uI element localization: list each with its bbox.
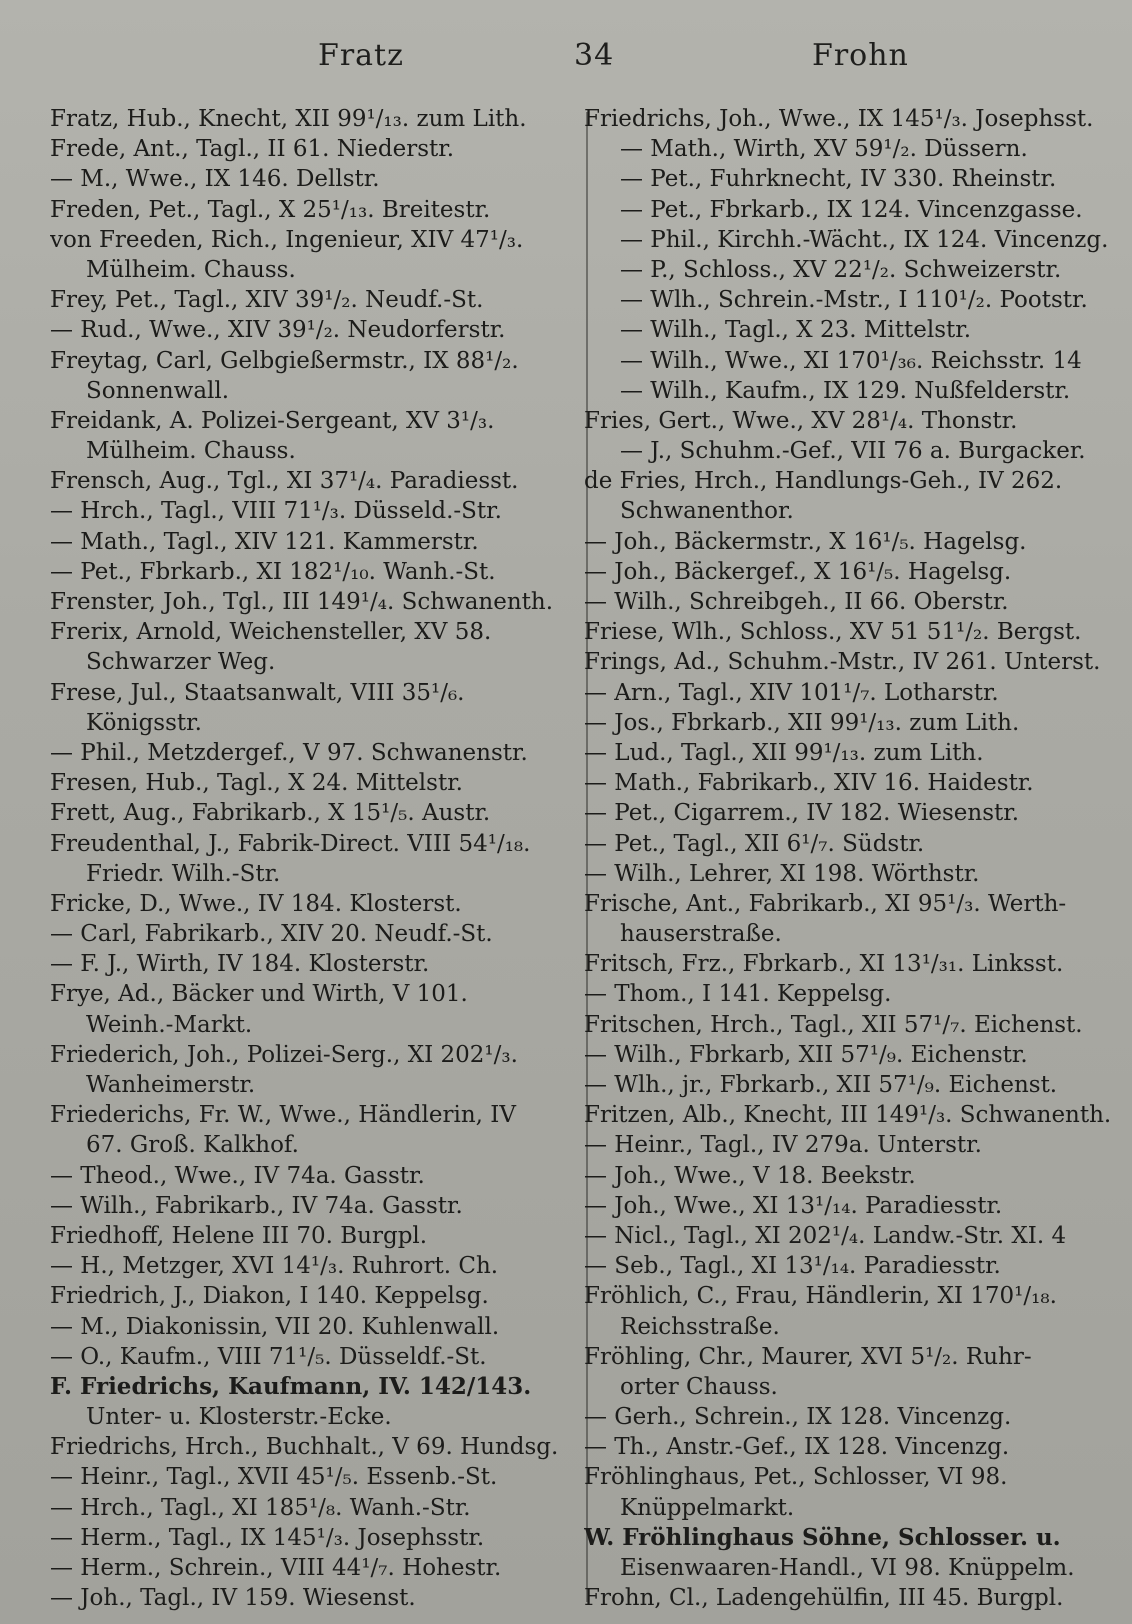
directory-entry-line: Frings, Ad., Schuhm.-Mstr., IV 261. Unterst. (584, 649, 1101, 676)
directory-entry-line: Fratz, Hub., Knecht, XII 99¹/₁₃. zum Lith. (50, 106, 527, 132)
directory-entry-line: Fricke, D., Wwe., IV 184. Klosterst. (50, 890, 462, 917)
directory-entry-line: — Wilh., Fabrikarb., IV 74a. Gasstr. (50, 1192, 463, 1219)
header-right-keyword: Frohn (812, 38, 909, 73)
directory-entry-line: de Fries, Hrch., Handlungs-Geh., IV 262. (584, 468, 1063, 495)
directory-entry-line: Schwanenthor. (620, 498, 794, 525)
page-header (0, 38, 1132, 88)
directory-entry-line: 67. Groß. Kalkhof. (86, 1132, 299, 1159)
directory-entry-line: von Freeden, Rich., Ingenieur, XIV 47¹/₃. (50, 226, 524, 253)
directory-entry-line: — M., Wwe., IX 146. Dellstr. (50, 166, 380, 193)
directory-entry-line: Mülheim. Chauss. (86, 438, 296, 465)
directory-entry-line: — J., Schuhm.-Gef., VII 76 a. Burgacker. (620, 438, 1086, 465)
directory-entry-line: — Nicl., Tagl., XI 202¹/₄. Landw.-Str. XI. 4 (584, 1222, 1067, 1249)
right-column (584, 104, 1124, 1613)
directory-entry-line: — Wilh., Tagl., X 23. Mittelstr. (620, 317, 972, 344)
directory-entry-line: — Wilh., Lehrer, XI 198. Wörthstr. (584, 860, 980, 887)
directory-entry-line: — Joh., Wwe., V 18. Beekstr. (584, 1162, 916, 1189)
directory-entry-line: — Hrch., Tagl., XI 185¹/₈. Wanh.-Str. (50, 1494, 471, 1521)
directory-entry-line: Fröhlich, C., Frau, Händlerin, XI 170¹/₁₈. (584, 1283, 1057, 1310)
page-number: 34 (574, 38, 615, 73)
directory-entry-line: Freidank, A. Polizei-Sergeant, XV 3¹/₃. (50, 407, 495, 434)
directory-entry-line: — F. J., Wirth, IV 184. Klosterstr. (50, 951, 430, 978)
directory-entry-line: Frenster, Joh., Tgl., III 149¹/₄. Schwanenth. (50, 589, 554, 615)
directory-entry-line: — Wilh., Kaufm., IX 129. Nußfelderstr. (620, 377, 1071, 404)
directory-entry-line: Fritschen, Hrch., Tagl., XII 57¹/₇. Eichenst. (584, 1011, 1083, 1038)
directory-entry-line: — Lud., Tagl., XII 99¹/₁₃. zum Lith. (584, 739, 984, 766)
directory-entry-line: — Herm., Tagl., IX 145¹/₃. Josephsstr. (50, 1524, 485, 1551)
directory-entry-line: hauserstraße. (620, 921, 782, 948)
directory-entry-line: — Joh., Bäckergef., X 16¹/₅. Hagelsg. (584, 558, 1012, 585)
directory-entry-line: — P., Schloss., XV 22¹/₂. Schweizerstr. (620, 256, 1062, 283)
directory-entry-line: — Wilh., Schreibgeh., II 66. Oberstr. (584, 589, 1009, 615)
directory-entry-line: Fresen, Hub., Tagl., X 24. Mittelstr. (50, 770, 463, 797)
directory-entry-line: Friese, Wlh., Schloss., XV 51 51¹/₂. Bergst. (584, 619, 1082, 646)
directory-entry-line: orter Chauss. (620, 1373, 778, 1400)
directory-entry-line: — Pet., Tagl., XII 6¹/₇. Südstr. (584, 830, 925, 857)
directory-entry-line: Frett, Aug., Fabrikarb., X 15¹/₅. Austr. (50, 800, 491, 827)
left-column (50, 104, 585, 1613)
directory-entry-line: — O., Kaufm., VIII 71¹/₅. Düsseldf.-St. (50, 1343, 487, 1370)
directory-entry-line: — Seb., Tagl., XI 13¹/₁₄. Paradiesstr. (584, 1253, 1001, 1280)
directory-entry-line: Friederichs, Fr. W., Wwe., Händlerin, IV (50, 1102, 516, 1129)
directory-entry-line: — Herm., Schrein., VIII 44¹/₇. Hohestr. (50, 1555, 502, 1581)
directory-entry-line: Fritsch, Frz., Fbrkarb., XI 13¹/₃₁. Linksst. (584, 951, 1064, 978)
directory-entry-line: Friedrichs, Hrch., Buchhalt., V 69. Hundsg. (50, 1434, 559, 1461)
directory-entry-line: — Heinr., Tagl., IV 279a. Unterstr. (584, 1132, 982, 1159)
directory-entry-line: — M., Diakonissin, VII 20. Kuhlenwall. (50, 1313, 500, 1340)
directory-entry-line: W. Fröhlinghaus Söhne, Schlosser. u. (584, 1523, 1061, 1551)
directory-entry-line: — Carl, Fabrikarb., XIV 20. Neudf.-St. (50, 921, 493, 948)
directory-entry-line: — Math., Wirth, XV 59¹/₂. Düssern. (620, 136, 1028, 163)
directory-entry-line: Fröhlinghaus, Pet., Schlosser, VI 98. (584, 1464, 1008, 1491)
directory-entry-line: Fröhling, Chr., Maurer, XVI 5¹/₂. Ruhr- (584, 1343, 1032, 1370)
directory-entry-line: — Pet., Cigarrem., IV 182. Wiesenstr. (584, 800, 1020, 827)
directory-entry-line: Eisenwaaren-Handl., VI 98. Knüppelm. (620, 1555, 1075, 1581)
directory-entry-line: Friedrich, J., Diakon, I 140. Keppelsg. (50, 1283, 489, 1310)
directory-entry-line: — Phil., Metzdergef., V 97. Schwanenstr. (50, 739, 528, 766)
directory-entry-line: — Wilh., Fbrkarb, XII 57¹/₉. Eichenstr. (584, 1041, 1028, 1068)
directory-entry-line: Fritzen, Alb., Knecht, III 149¹/₃. Schwanenth. (584, 1102, 1112, 1129)
directory-entry-line: Reichsstraße. (620, 1313, 780, 1340)
directory-entry-line: — Pet., Fbrkarb., IX 124. Vincenzgasse. (620, 196, 1083, 223)
directory-entry-line: Frede, Ant., Tagl., II 61. Niederstr. (50, 136, 455, 163)
directory-entry-line: — Rud., Wwe., XIV 39¹/₂. Neudorferstr. (50, 317, 506, 344)
directory-entry-line: Unter- u. Klosterstr.-Ecke. (86, 1404, 392, 1431)
directory-entry-line: Frye, Ad., Bäcker und Wirth, V 101. (50, 981, 468, 1008)
directory-entry-line: — Wilh., Wwe., XI 170¹/₃₆. Reichsstr. 14 (620, 347, 1082, 374)
directory-entry-line: — Jos., Fbrkarb., XII 99¹/₁₃. zum Lith. (584, 709, 1020, 736)
directory-entry-line: Schwarzer Weg. (86, 649, 276, 676)
directory-entry-line: Frohn, Cl., Ladengehülfin, III 45. Burgpl. (584, 1585, 1064, 1612)
directory-entry-line: Königsstr. (86, 709, 202, 736)
directory-entry-line: — Pet., Fuhrknecht, IV 330. Rheinstr. (620, 166, 1057, 193)
directory-entry-line: Friedrichs, Joh., Wwe., IX 145¹/₃. Josephsst. (584, 106, 1094, 132)
directory-entry-line: — Wlh., jr., Fbrkarb., XII 57¹/₉. Eichenst. (584, 1072, 1058, 1098)
directory-entry-line: — Gerh., Schrein., IX 128. Vincenzg. (584, 1404, 1012, 1431)
directory-entry-line: — Theod., Wwe., IV 74a. Gasstr. (50, 1162, 425, 1189)
directory-entry-line: Friederich, Joh., Polizei-Serg., XI 202¹/₃. (50, 1041, 518, 1068)
directory-entry-line: F. Friedrichs, Kaufmann, IV. 142/143. (50, 1372, 532, 1400)
directory-entry-line: Weinh.-Markt. (86, 1011, 253, 1038)
directory-entry-line: — Math., Fabrikarb., XIV 16. Haidestr. (584, 770, 1034, 797)
directory-entry-line: — Math., Tagl., XIV 121. Kammerstr. (50, 528, 479, 555)
directory-entry-line: — Th., Anstr.-Gef., IX 128. Vincenzg. (584, 1434, 1010, 1461)
directory-entry-line: Knüppelmarkt. (620, 1494, 795, 1521)
directory-entry-line: — Thom., I 141. Keppelsg. (584, 981, 892, 1008)
header-left-keyword: Fratz (318, 38, 404, 73)
directory-entry-line: — H., Metzger, XVI 14¹/₃. Ruhrort. Ch. (50, 1253, 499, 1280)
directory-entry-line: — Joh., Tagl., IV 159. Wiesenst. (50, 1585, 416, 1612)
directory-entry-line: — Pet., Fbrkarb., XI 182¹/₁₀. Wanh.-St. (50, 558, 496, 585)
directory-entry-line: Freytag, Carl, Gelbgießermstr., IX 88¹/₂. (50, 347, 519, 374)
directory-entry-line: Frische, Ant., Fabrikarb., XI 95¹/₃. Werth- (584, 890, 1067, 917)
directory-entry-line: Friedr. Wilh.-Str. (86, 860, 281, 887)
directory-entry-line: — Wlh., Schrein.-Mstr., I 110¹/₂. Pootstr. (620, 287, 1088, 314)
directory-entry-line: Wanheimerstr. (86, 1072, 256, 1098)
directory-entry-line: Frese, Jul., Staatsanwalt, VIII 35¹/₆. (50, 679, 465, 706)
directory-entry-line: Fries, Gert., Wwe., XV 28¹/₄. Thonstr. (584, 407, 1018, 434)
directory-entry-line: — Joh., Bäckermstr., X 16¹/₅. Hagelsg. (584, 528, 1027, 555)
directory-entry-line: Freudenthal, J., Fabrik-Direct. VIII 54¹/₁₈. (50, 830, 531, 857)
directory-entry-line: — Arn., Tagl., XIV 101¹/₇. Lotharstr. (584, 679, 999, 706)
directory-entry-line: — Hrch., Tagl., VIII 71¹/₃. Düsseld.-Str. (50, 498, 502, 525)
directory-entry-line: — Heinr., Tagl., XVII 45¹/₅. Essenb.-St. (50, 1464, 498, 1491)
directory-entry-line: — Phil., Kirchh.-Wächt., IX 124. Vincenzg. (620, 226, 1109, 253)
directory-entry-line: Frerix, Arnold, Weichensteller, XV 58. (50, 619, 492, 646)
directory-entry-line: Mülheim. Chauss. (86, 256, 296, 283)
directory-entry-line: Frensch, Aug., Tgl., XI 37¹/₄. Paradiesst. (50, 468, 519, 495)
directory-entry-line: Friedhoff, Helene III 70. Burgpl. (50, 1222, 428, 1249)
directory-entry-line: Frey, Pet., Tagl., XIV 39¹/₂. Neudf.-St. (50, 287, 484, 314)
directory-entry-line: Freden, Pet., Tagl., X 25¹/₁₃. Breitestr. (50, 196, 491, 223)
directory-entry-line: Sonnenwall. (86, 377, 230, 404)
directory-entry-line: — Joh., Wwe., XI 13¹/₁₄. Paradiesstr. (584, 1192, 1003, 1219)
